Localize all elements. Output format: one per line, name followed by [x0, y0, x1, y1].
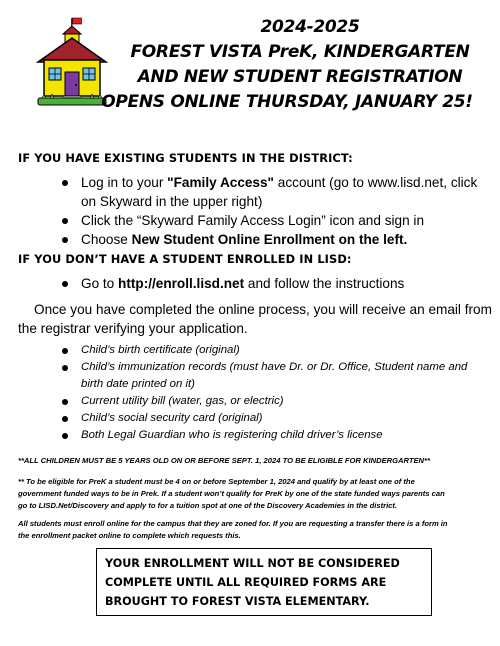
list-item-text: account (go to www.lisd.net, click: [274, 175, 478, 190]
note-line: go to LISD.Net/Discovery and apply to for a tuition spot at one of the Discovery Academies in the district.: [18, 501, 398, 510]
list-item-text: birth date printed on it): [81, 378, 195, 390]
list-item: [62, 274, 482, 293]
notice-line: COMPLETE UNTIL ALL REQUIRED FORMS ARE: [105, 576, 387, 589]
list-item-bold-text: New Student Online Enrollment on the left.: [131, 232, 408, 247]
note-line: ** To be eligible for PreK a student must be 4 on or before September 1, 2024 and qualify by at least one of the: [18, 477, 415, 486]
list-item: [62, 342, 482, 359]
list-item: [62, 359, 482, 393]
new-students-steps: [62, 274, 482, 293]
list-item-text: Child’s birth certificate (original): [81, 344, 240, 356]
list-item: [62, 410, 482, 427]
enroll-link[interactable]: http://enroll.lisd.net: [118, 276, 245, 291]
list-item-text: Choose: [81, 232, 132, 247]
notice-line: BROUGHT TO FOREST VISTA ELEMENTARY.: [105, 595, 370, 608]
page-title: [101, 15, 490, 115]
list-item-text: Click the “Skyward Family Access Login” icon and sign in: [81, 213, 425, 228]
prek-eligibility-note: [18, 476, 488, 512]
family-access-label: "Family Access": [167, 175, 275, 190]
list-item-text: Current utility bill (water, gas, or electric): [81, 395, 284, 407]
list-item-text: Log in to your: [81, 175, 168, 190]
list-item-text: Child’s immunization records (must have Dr. or Dr. Office, Student name and: [81, 361, 468, 373]
notice-line: YOUR ENROLLMENT WILL NOT BE CONSIDERED: [105, 557, 400, 570]
kindergarten-age-note: [18, 455, 488, 467]
list-item: [62, 393, 482, 410]
note-line: **ALL CHILDREN MUST BE 5 YEARS OLD ON OR BEFORE SEPT. 1, 2024 TO BE ELIGIBLE FOR KINDERGARTEN**: [18, 456, 430, 465]
campus-zoning-note: [18, 518, 488, 542]
list-item-text: on Skyward in the upper right): [81, 194, 263, 209]
list-item: [62, 230, 482, 249]
list-item-text: Both Legal Guardian who is registering child driver’s license: [81, 429, 383, 441]
title-line-2: FOREST VISTA PreK, KINDERGARTEN: [130, 42, 470, 62]
existing-students-steps: [62, 173, 482, 249]
confirmation-paragraph: [18, 300, 492, 338]
title-line-3: AND NEW STUDENT REGISTRATION: [137, 67, 463, 87]
list-item: [62, 211, 482, 230]
section-heading-new-students: IF YOU DON’T HAVE A STUDENT ENROLLED IN LISD:: [18, 252, 352, 266]
enrollment-notice-box: [96, 548, 432, 616]
list-item-text: Go to: [81, 276, 119, 291]
note-line: government funded ways to be in Prek. If a student won’t qualify for PreK by one of the state funded ways parents can: [18, 489, 445, 498]
title-line-4: OPENS ONLINE THURSDAY, JANUARY 25!: [101, 92, 473, 112]
list-item: [62, 173, 482, 211]
section-heading-existing-students: IF YOU HAVE EXISTING STUDENTS IN THE DISTRICT:: [18, 151, 353, 165]
note-line: All students must enroll online for the campus that they are zoned for. If you are requesting a transfer there is a form in: [18, 519, 448, 528]
list-item-text: Child’s social security card (original): [81, 412, 263, 424]
required-documents-list: [62, 342, 482, 444]
title-year: 2024-2025: [260, 17, 360, 37]
list-item: [62, 427, 482, 444]
note-line: the enrollment packet online to complete which requests this.: [18, 531, 241, 540]
paragraph-line: Once you have completed the online process, you will receive an email from: [34, 302, 492, 317]
list-item-text: and follow the instructions: [244, 276, 405, 291]
paragraph-line: the registrar verifying your application.: [18, 321, 248, 336]
